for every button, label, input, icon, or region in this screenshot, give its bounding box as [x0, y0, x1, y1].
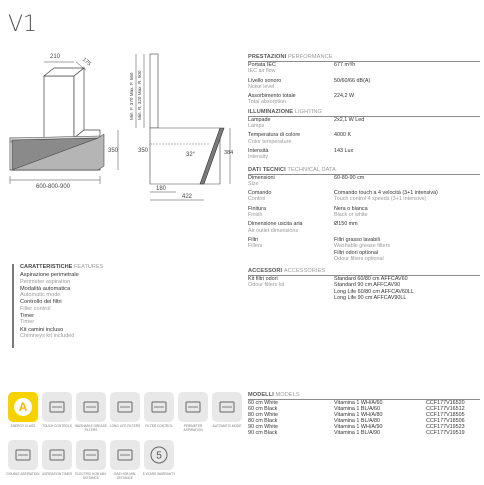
perimeter-aspiration-icon-label: PERIMETER ASPIRATION: [183, 424, 203, 432]
model-size: 80 cm Black: [248, 418, 278, 425]
model-row: [248, 430, 480, 436]
lighting-key-it: Intensità: [248, 147, 269, 154]
performance-key-it: Assorbimento totale: [248, 93, 296, 100]
technical-value-it: Ø150 mm: [334, 221, 358, 228]
technical-row: [248, 221, 480, 234]
model-size: 90 cm White: [248, 424, 278, 431]
energy-class-icon-label: ENERGY CLASS: [10, 424, 36, 428]
lighting-key: [248, 132, 334, 145]
lighting-row: [248, 117, 480, 130]
double-aspiration-icon-glyph: [12, 444, 34, 466]
technical-key: [248, 175, 334, 188]
touch-controls-icon-cell: [40, 392, 74, 432]
lighting-value: [334, 148, 480, 161]
double-aspiration-icon-cell: [6, 440, 40, 480]
lighting-key: [248, 148, 334, 161]
electric-hob-distance-icon-cell: [74, 440, 108, 480]
dim-min-max-1: Min. F. 370 Max. F. 560: [129, 72, 134, 120]
warranty-icon: [144, 440, 174, 470]
technical-key: [248, 221, 334, 234]
features-header: CARATTERISTICHE FEATURES: [20, 264, 104, 270]
washable-filter-icon-cell: [74, 392, 108, 432]
model-size: 90 cm Black: [248, 430, 278, 437]
lighting-value-it: 143 Lux: [334, 147, 354, 154]
perimeter-aspiration-icon-cell: [176, 392, 210, 432]
technical-key-en: Control: [248, 196, 266, 203]
technical-rows: [248, 175, 480, 266]
aspiration-timer-icon-glyph: [46, 444, 68, 466]
touch-controls-icon-glyph: [46, 396, 68, 418]
lighting-key-en: Color temperature: [248, 138, 292, 145]
performance-key-en: Noise level: [248, 83, 275, 90]
long-life-filters-icon-label: LONG LIFE FILTERS: [109, 424, 141, 428]
energy-class-icon-glyph: [12, 396, 34, 418]
performance-key: [248, 93, 334, 106]
models-section: [248, 392, 480, 437]
dim-chimney-width: 210: [50, 54, 61, 60]
technical-key: [248, 206, 334, 219]
filter-control-icon-cell: [142, 392, 176, 432]
gas-hob-distance-icon-glyph: [114, 444, 136, 466]
performance-key: [248, 62, 334, 75]
perimeter-aspiration-icon-glyph: [182, 396, 204, 418]
feature-item: Timer: [20, 313, 35, 320]
automatic-mode-icon: [212, 392, 242, 422]
touch-controls-icon-label: TOUCH CONTROLS: [42, 424, 72, 428]
feature-item: Kit camini incluso: [20, 326, 64, 333]
model-code: CCF177V18505: [426, 412, 465, 419]
model-name: Vitamina 1 WH/A/90: [334, 424, 383, 431]
warranty-icon-glyph: [148, 444, 170, 466]
technical-header: DATI TECNICI TECHNICAL DATA: [248, 167, 480, 175]
performance-rows: [248, 62, 480, 109]
washable-filter-icon: [76, 392, 106, 422]
technical-value: [334, 206, 480, 219]
lighting-key-it: Temperatura di colore: [248, 132, 301, 139]
technical-key-it: Dimensione uscita aria: [248, 221, 303, 228]
technical-value: [334, 237, 480, 262]
model-code: CCF177V16520: [426, 400, 465, 406]
dim-height-350: 350: [108, 148, 119, 154]
lighting-value: [334, 117, 480, 130]
technical-row: [248, 237, 480, 262]
warranty-icon-label: 5 YEARS WARRANTY: [142, 472, 176, 476]
features-list: [20, 264, 180, 340]
specs-column: [248, 54, 480, 301]
performance-header: PRESTAZIONI PERFORMANCE: [248, 54, 480, 62]
model-name: Vitamina 1 WH/A/80: [334, 412, 383, 419]
technical-row: [248, 175, 480, 188]
gas-hob-distance-icon-label: GAS HOB MIN. DISTANCE: [113, 472, 137, 480]
dim-min-max-2: Min. R. 320 Max. R. 500: [137, 70, 142, 120]
feature-item: Controllo dei filtri: [20, 299, 62, 306]
technical-key-it: Filtri: [248, 236, 259, 243]
lighting-key-en: Lamps: [248, 123, 265, 130]
performance-value-it: 224,2 W: [334, 93, 355, 100]
model-size: 60 cm White: [248, 400, 278, 406]
accessory-item: Long Life 90 cm AFFCAV90LL: [334, 295, 407, 302]
feature-item-en: Automatic mode: [20, 292, 61, 299]
model-code: CCF177V19519: [426, 430, 465, 437]
lighting-value: [334, 132, 480, 145]
accessory-item: Standard 60/80 cm AFFCAV60: [334, 276, 408, 283]
model-code: CCF177V18506: [426, 418, 465, 425]
technical-value: [334, 175, 480, 188]
dim-height-350-side: 350: [138, 148, 149, 154]
side-view: [136, 54, 230, 200]
washable-filter-icon-label: WASHABLE GREASE FILTERS: [75, 424, 107, 432]
accessory-item: Long Life 60/80 cm AFFCAV60LL: [334, 288, 414, 295]
performance-row: [248, 78, 480, 91]
feature-item-en: Perimeter aspiration: [20, 278, 71, 285]
technical-key: [248, 190, 334, 203]
technical-value-it: Comando touch a 4 velocità (3+1 intensiva): [334, 190, 438, 197]
touch-controls-icon: [42, 392, 72, 422]
technical-key-en: Air outlet dimensions: [248, 227, 299, 234]
gas-hob-distance-icon: [110, 440, 140, 470]
feature-item: Modalità automatica: [20, 285, 71, 292]
accessories-header: ACCESSORI ACCESSORIES: [248, 268, 480, 276]
technical-drawing: [0, 40, 240, 210]
models-table: [248, 400, 480, 437]
svg-text:A: A: [18, 400, 28, 414]
performance-key-it: Livello sonoro: [248, 77, 282, 84]
energy-class-icon: [8, 392, 38, 422]
technical-value-it: 60-80-90 cm: [334, 174, 365, 181]
technical-value-en: Black or white: [334, 212, 368, 219]
model-code: CCF177V16512: [426, 406, 465, 413]
technical-key-en: Fillers: [248, 243, 263, 250]
aspiration-timer-icon-cell: [40, 440, 74, 480]
performance-value: [334, 62, 480, 75]
technical-key-en: Size: [248, 180, 259, 187]
technical-key-en: Finish: [248, 212, 263, 219]
front-view: [10, 62, 118, 184]
performance-value: [334, 78, 480, 91]
model-size: 80 cm White: [248, 412, 278, 419]
model-name: Vitamina 1 BL/A/80: [334, 418, 381, 425]
dim-depth-180: 180: [156, 186, 167, 192]
lighting-rows: [248, 117, 480, 164]
performance-key: [248, 78, 334, 91]
icons-row-2: [6, 440, 176, 480]
lighting-key: [248, 117, 334, 130]
gas-hob-distance-icon-cell: [108, 440, 142, 480]
svg-text:5: 5: [156, 450, 162, 462]
performance-value-it: 677 m³/h: [334, 62, 356, 68]
models-header: MODELLI MODELS: [248, 392, 480, 400]
technical-value-en: Touch control 4 speeds (3+1 intensive): [334, 196, 427, 203]
technical-value-it: Filtri grasso lavabili: [334, 236, 380, 243]
automatic-mode-icon-label: AUTOMATIC MODE: [212, 424, 242, 428]
model-size: 60 cm Black: [248, 406, 278, 413]
lighting-row: [248, 148, 480, 161]
warranty-icon-cell: [142, 440, 176, 480]
performance-key-it: Portata IEC: [248, 62, 276, 68]
filter-control-icon-glyph: [148, 396, 170, 418]
technical-value-it: Filtri odori optional: [334, 249, 379, 256]
dim-height-384: 384: [224, 150, 234, 156]
model-name: Vitamina 1 BL/A/60: [334, 406, 381, 413]
dim-width-range: 600-800-900: [36, 184, 71, 190]
model-code: CCF177V19523: [426, 424, 465, 431]
long-life-filters-icon-cell: [108, 392, 142, 432]
performance-key-en: Total absorption: [248, 99, 287, 106]
technical-row: [248, 190, 480, 203]
lighting-key-it: Lampade: [248, 116, 271, 123]
lighting-value-it: 4000 K: [334, 132, 352, 139]
feature-item: Aspirazione perimetrale: [20, 272, 79, 279]
accessory-item: Standard 90 cm AFFCAV90: [334, 282, 401, 289]
long-life-filters-icon: [110, 392, 140, 422]
automatic-mode-icon-cell: [210, 392, 244, 432]
aspiration-timer-icon: [42, 440, 72, 470]
lighting-value-it: 2x2,1 W Led: [334, 116, 365, 123]
model-name: Vitamina 1 WH/A/60: [334, 400, 383, 406]
technical-value-en: Odour filters optional: [334, 255, 384, 262]
lighting-header: ILLUMINAZIONE LIGHTING: [248, 109, 480, 117]
perimeter-aspiration-icon: [178, 392, 208, 422]
model-name: Vitamina 1 BL/A/90: [334, 430, 381, 437]
model-title: V1: [8, 12, 38, 37]
technical-value: [334, 190, 480, 203]
lighting-key-en: Intensity: [248, 154, 269, 161]
technical-value-it: Nera o bianca: [334, 205, 368, 212]
technical-key-it: Dimensioni: [248, 174, 275, 181]
performance-value-it: 50/60/66 dB(A): [334, 77, 371, 84]
double-aspiration-icon-label: DOUBLE ASPIRATION: [6, 472, 40, 476]
technical-row: [248, 206, 480, 219]
features-bar: [12, 264, 14, 348]
performance-row: [248, 62, 480, 75]
feature-item-en: Chimneys kit included: [20, 332, 75, 339]
dim-angle: 32°: [186, 152, 196, 158]
technical-value-en: Washable grease filters: [334, 243, 391, 250]
filter-control-icon-label: FILTER CONTROL: [145, 424, 173, 428]
technical-key: [248, 237, 334, 262]
filter-control-icon: [144, 392, 174, 422]
dim-depth-422: 422: [182, 194, 193, 200]
accessories-row: Kit filtri odori Odour filters kit Standard 60/80 cm AFFCAV60 Standard 90 cm AFFCAV90 Long Life 60/80 cm AFFCAV60LL Long Life 90 cm AFFCAV90LL: [248, 276, 480, 301]
automatic-mode-icon-glyph: [216, 396, 238, 418]
technical-key-it: Finitura: [248, 205, 266, 212]
electric-hob-distance-icon-glyph: [80, 444, 102, 466]
lighting-row: [248, 132, 480, 145]
technical-key-it: Comando: [248, 190, 272, 197]
aspiration-timer-icon-label: ASPIRATION TIMER: [42, 472, 72, 476]
performance-value: [334, 93, 480, 106]
double-aspiration-icon: [8, 440, 38, 470]
performance-row: [248, 93, 480, 106]
performance-key-en: IEC air flow: [248, 68, 276, 75]
energy-class-icon-cell: [6, 392, 40, 432]
icons-row-1: [6, 392, 244, 432]
electric-hob-distance-icon-label: ELECTRIC HOB MIN. DISTANCE: [75, 472, 107, 480]
washable-filter-icon-glyph: [80, 396, 102, 418]
long-life-filters-icon-glyph: [114, 396, 136, 418]
feature-item-en: Filler control: [20, 305, 51, 312]
dim-chimney-depth: 175: [80, 56, 92, 68]
electric-hob-distance-icon: [76, 440, 106, 470]
technical-value: [334, 221, 480, 234]
feature-item-en: Timer: [20, 319, 35, 326]
